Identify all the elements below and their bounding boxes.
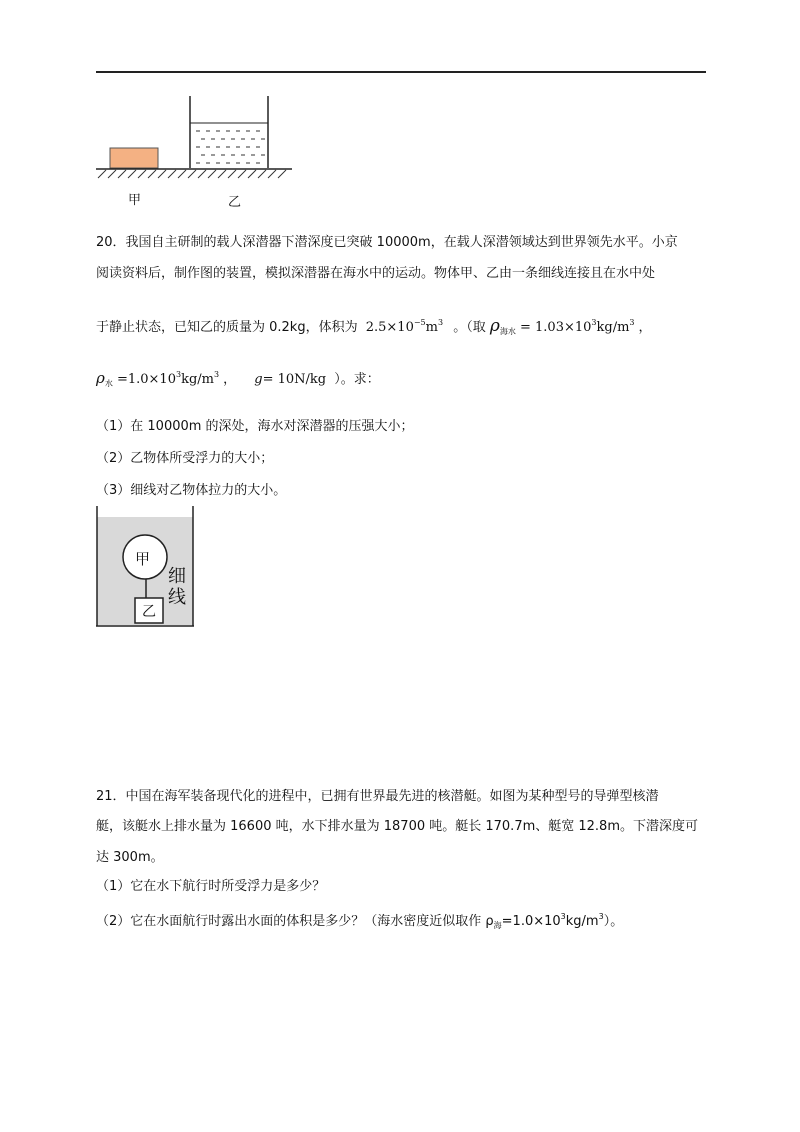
- q20-sub-2: （2）乙物体所受浮力的大小；: [96, 451, 274, 466]
- q20-sub-1: （1）在 10000m 的深处，海水对深潜器的压强大小；: [96, 419, 414, 434]
- q21-sub-1: （1）它在水下航行时所受浮力是多少？: [96, 879, 326, 894]
- fig2-label-jia: 甲: [135, 550, 151, 568]
- block-jia: [110, 148, 158, 168]
- figure-block-and-tank: [96, 92, 296, 182]
- q20-line-3: 于静止状态，已知乙的质量为 0.2kg，体积为 $2.5\times 10^{-5}m^3$ 。（取 $\rho_{海水} = 1.03\times 10^3kg/m^3$ ，: [96, 316, 652, 336]
- q21-line-1: 21．中国在海军装备现代化的进程中，已拥有世界最先进的核潜艇。如图为某种型号的导弹型核潜: [96, 789, 659, 804]
- q21-sub-2: （2）它在水面航行时露出水面的体积是多少？（海水密度近似取作 $\rho_海=1.0\times 10^3kg/m^3$）。: [96, 912, 624, 930]
- q20-line-2: 阅读资料后，制作图的装置，模拟深潜器在海水中的运动。物体甲、乙由一条细线连接且在水中处: [96, 266, 656, 281]
- q20-line-1: 20．我国自主研制的载人深潜器下潜深度已突破 10000m，在载人深潜领域达到世界领先水平。小京: [96, 235, 678, 250]
- ground-hatch: [98, 170, 286, 178]
- fig2-thread-label-2: 线: [168, 587, 186, 608]
- q21-line-3: 达 300m。: [96, 850, 164, 865]
- fig2-thread-label-1: 细: [168, 566, 186, 587]
- water-dashes: [196, 131, 265, 163]
- fig1-label-yi: 乙: [228, 195, 242, 210]
- header-rule: [96, 71, 706, 73]
- fig2-label-yi: 乙: [142, 604, 156, 620]
- q20-sub-3: （3）细线对乙物体拉力的大小。: [96, 483, 287, 498]
- q21-line-2: 艇，该艇水上排水量为 16600 吨，水下排水量为 18700 吨。艇长 170.7m、艇宽 12.8m。下潜深度可: [96, 819, 698, 834]
- q20-line-4: $\rho_水 =1.0\times 10^3kg/m^3$ ， g= 10N/kg ）。求：: [96, 369, 380, 388]
- fig1-label-jia: 甲: [128, 193, 142, 208]
